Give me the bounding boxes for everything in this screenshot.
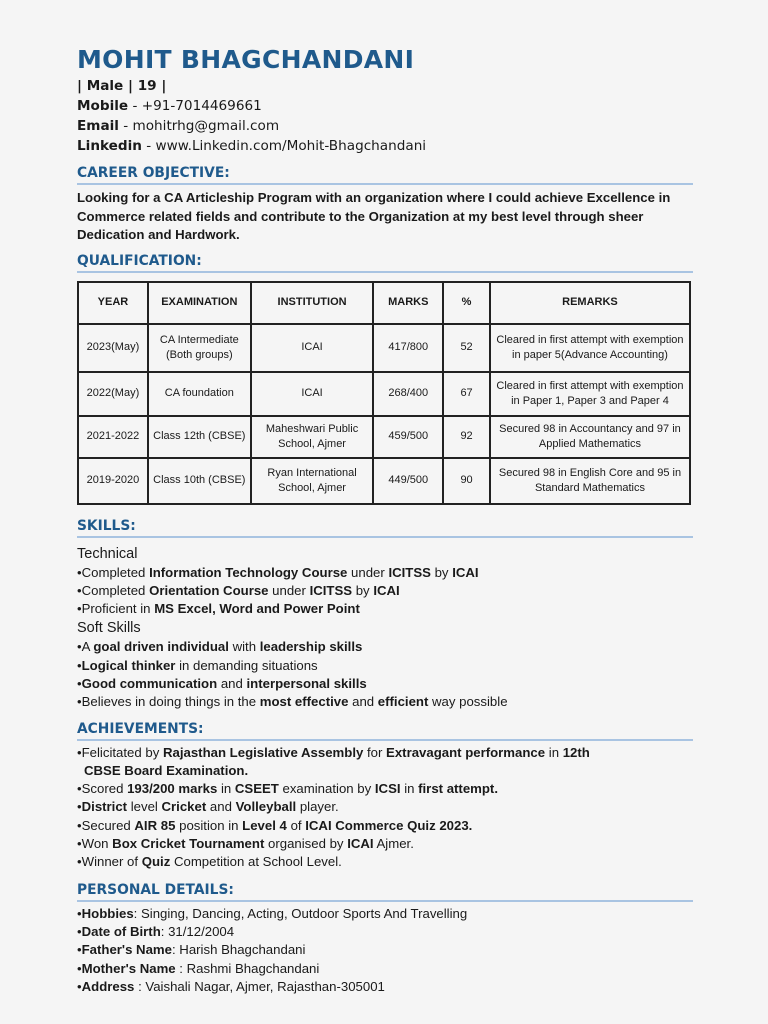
resume-page	[77, 44, 693, 996]
table-cell: ICAI	[251, 372, 374, 416]
table-header-row	[78, 282, 690, 324]
table-cell: 67	[443, 372, 490, 416]
table-cell: 2023(May)	[78, 324, 148, 372]
table-row	[78, 458, 690, 504]
table-cell: 417/800	[373, 324, 443, 372]
table-cell: 2022(May)	[78, 372, 148, 416]
table-cell: 52	[443, 324, 490, 372]
soft-skill-item: •Good communication and interpersonal skills	[77, 675, 367, 691]
table-cell: ICAI	[251, 324, 374, 372]
linkedin-line: Linkedin - www.Linkedin.com/Mohit-Bhagchandani	[77, 138, 427, 154]
soft-skill-item: •Believes in doing things in the most effective and efficient way possible	[77, 694, 508, 710]
achievement-item: •Scored 193/200 marks in CSEET examination by ICSI in first attempt.	[77, 781, 498, 797]
table-header-cell: MARKS	[373, 282, 443, 324]
mobile-line: Mobile - +91-7014469661	[77, 98, 262, 114]
qualification-table	[77, 281, 691, 505]
soft-skills-list	[77, 638, 693, 711]
table-cell: Maheshwari Public School, Ajmer	[251, 416, 374, 458]
soft-skill-item: •A goal driven individual with leadership skills	[77, 639, 363, 655]
technical-skills-list	[77, 564, 693, 619]
skills-title: SKILLS:	[77, 517, 693, 538]
achievement-item: •Felicitated by Rajasthan Legislative Assembly for Extravagant performance in 12th	[77, 744, 590, 760]
table-cell: 92	[443, 416, 490, 458]
table-header-cell: REMARKS	[490, 282, 690, 324]
technical-skill-item: •Proficient in MS Excel, Word and Power Point	[77, 601, 360, 617]
table-row	[78, 372, 690, 416]
career-objective-text: Looking for a CA Articleship Program with an organization where I could achieve Excellence in Commerce related fields and contribute to the Organization at my best level through sheer Dedication and Hardwork.	[77, 190, 671, 242]
table-cell: Ryan International School, Ajmer	[251, 458, 374, 504]
table-cell: Secured 98 in English Core and 95 in Standard Mathematics	[490, 458, 690, 504]
personal-detail-item: •Date of Birth: 31/12/2004	[77, 923, 235, 939]
table-cell: 2021-2022	[78, 416, 148, 458]
table-cell: CA Intermediate (Both groups)	[148, 324, 251, 372]
table-cell: Class 10th (CBSE)	[148, 458, 251, 504]
contact-block	[77, 76, 693, 156]
personal-details-list	[77, 905, 693, 996]
personal-detail-item: •Hobbies: Singing, Dancing, Acting, Outdoor Sports And Travelling	[77, 905, 468, 921]
achievement-item: CBSE Board Examination.	[84, 762, 249, 778]
table-row	[78, 324, 690, 372]
table-header-cell: %	[443, 282, 490, 324]
achievement-item: •Winner of Quiz Competition at School Level.	[77, 854, 342, 870]
table-header-cell: YEAR	[78, 282, 148, 324]
achievement-item: •District level Cricket and Volleyball player.	[77, 799, 339, 815]
qualification-title: QUALIFICATION:	[77, 252, 693, 273]
soft-skill-item: •Logical thinker in demanding situations	[77, 657, 318, 673]
table-row	[78, 416, 690, 458]
achievement-item: •Won Box Cricket Tournament organised by ICAI Ajmer.	[77, 836, 414, 852]
table-cell: Secured 98 in Accountancy and 97 in Applied Mathematics	[490, 416, 690, 458]
table-cell: 268/400	[373, 372, 443, 416]
table-cell: Class 12th (CBSE)	[148, 416, 251, 458]
soft-skills-heading: Soft Skills	[77, 620, 141, 637]
table-cell: 459/500	[373, 416, 443, 458]
achievement-item: •Secured AIR 85 position in Level 4 of ICAI Commerce Quiz 2023.	[77, 817, 473, 833]
table-cell: 2019-2020	[78, 458, 148, 504]
technical-skill-item: •Completed Information Technology Course under ICITSS by ICAI	[77, 564, 479, 580]
email-line: Email - mohitrhg@gmail.com	[77, 118, 280, 134]
table-header-cell: INSTITUTION	[251, 282, 374, 324]
achievements-title: ACHIEVEMENTS:	[77, 720, 693, 741]
personal-details-title: PERSONAL DETAILS:	[77, 881, 693, 902]
personal-detail-item: •Mother's Name : Rashmi Bhagchandani	[77, 960, 320, 976]
table-header-cell: EXAMINATION	[148, 282, 251, 324]
personal-detail-item: •Father's Name: Harish Bhagchandani	[77, 942, 306, 958]
achievements-list	[77, 744, 693, 872]
table-cell: 449/500	[373, 458, 443, 504]
career-objective-title: CAREER OBJECTIVE:	[77, 164, 693, 185]
technical-skills-heading: Technical	[77, 545, 138, 562]
technical-skill-item: •Completed Orientation Course under ICITSS by ICAI	[77, 582, 400, 598]
table-cell: Cleared in first attempt with exemption in Paper 1, Paper 3 and Paper 4	[490, 372, 690, 416]
candidate-name: MOHIT BHAGCHANDANI	[77, 45, 415, 74]
table-cell: 90	[443, 458, 490, 504]
table-cell: Cleared in first attempt with exemption in paper 5(Advance Accounting)	[490, 324, 690, 372]
personal-detail-item: •Address : Vaishali Nagar, Ajmer, Rajasthan-305001	[77, 978, 385, 994]
gender-age: | Male | 19 |	[77, 78, 167, 94]
table-cell: CA foundation	[148, 372, 251, 416]
table-body	[78, 324, 690, 504]
